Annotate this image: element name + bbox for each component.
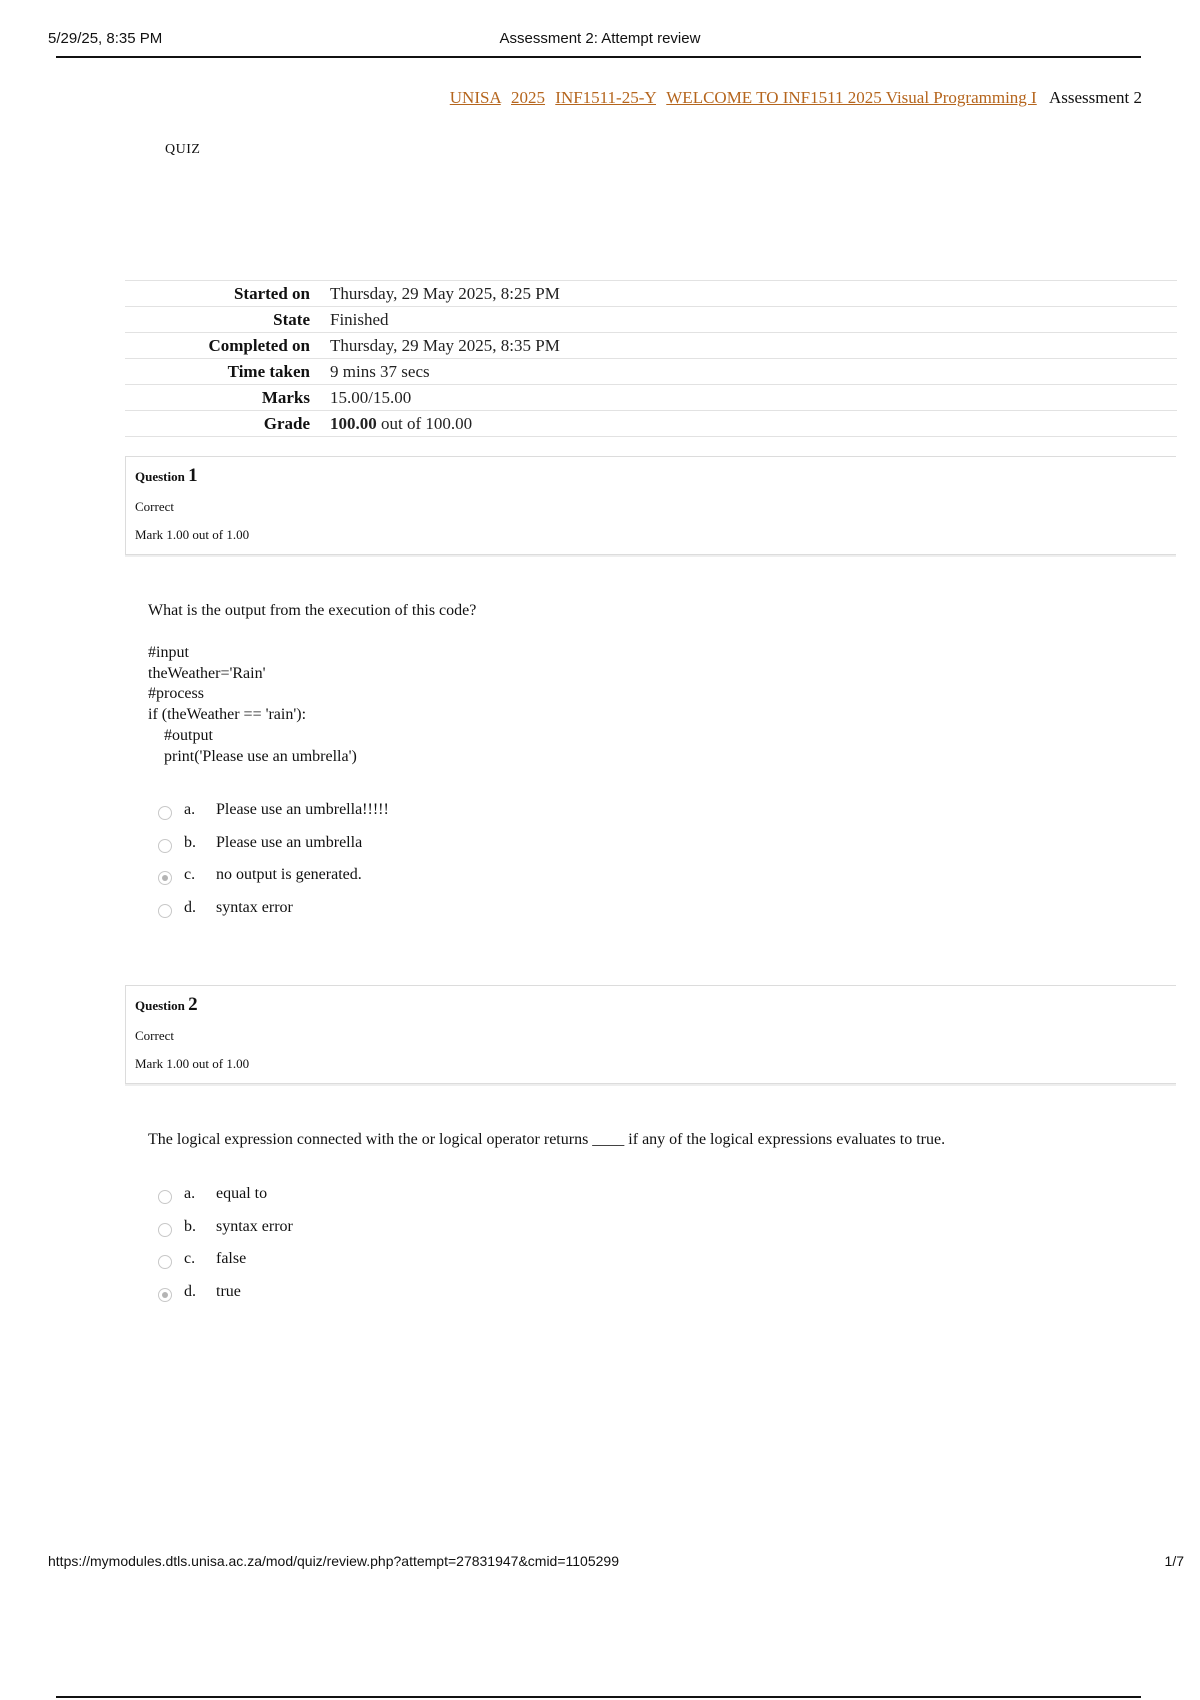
option-letter: a. [184,801,196,819]
answer-option-selected[interactable] [158,1276,293,1309]
radio-button[interactable] [158,806,172,820]
option-letter: c. [184,1250,196,1268]
summary-value: Thursday, 29 May 2025, 8:25 PM [330,281,1177,307]
option-letter: a. [184,1185,196,1203]
question-number-value: 1 [188,465,198,486]
summary-label: Started on [125,281,330,307]
radio-button-checked[interactable] [158,871,172,885]
answer-option[interactable] [158,1211,293,1244]
summary-value: 15.00/15.00 [330,385,1177,411]
radio-button[interactable] [158,904,172,918]
quiz-label: QUIZ [165,142,201,157]
option-text: equal to [216,1185,268,1203]
grade-out-of: out of 100.00 [376,413,473,433]
option-letter: d. [184,898,196,916]
question-info-2 [125,985,1176,1084]
answer-options-2 [158,1178,293,1308]
summary-row-time-taken [125,359,1177,385]
question-state: Correct [135,499,174,514]
breadcrumb-link-year[interactable]: 2025 [511,88,546,107]
summary-label: Marks [125,385,330,411]
answer-option[interactable] [158,892,389,925]
summary-row-started [125,281,1177,307]
breadcrumb-link-welcome[interactable]: WELCOME TO INF1511 2025 Visual Programming I [666,88,1037,107]
summary-row-state [125,307,1177,333]
summary-value: Finished [330,307,1177,333]
breadcrumb-link-module[interactable]: INF1511-25-Y [555,88,657,107]
question-code-1 [148,643,357,767]
option-text: Please use an umbrella [216,833,363,851]
code-line: #output [148,726,213,744]
page-bottom-divider [56,1696,1141,1698]
question-label: Question [135,469,185,484]
breadcrumb-current: Assessment 2 [1048,88,1142,107]
code-line: #input [148,644,189,661]
summary-value: 9 mins 37 secs [330,359,1177,385]
summary-row-completed [125,333,1177,359]
question-text-1: What is the output from the execution of this code? [148,602,477,619]
print-header-datetime: 5/29/25, 8:35 PM [48,30,163,47]
question-number-value: 2 [188,994,198,1015]
question-label: Question [135,998,185,1013]
code-line: theWeather='Rain' [148,664,266,682]
summary-row-grade [125,411,1177,437]
option-letter: b. [184,1217,196,1235]
summary-label: Completed on [125,333,330,359]
option-letter: b. [184,833,196,851]
code-line: #process [148,685,204,703]
print-footer-page-number: 1/7 [1164,1553,1184,1569]
code-line: if (theWeather == 'rain'): [148,706,307,724]
answer-option[interactable] [158,827,389,860]
question-text-2: The logical expression connected with the or logical operator returns ____ if any of the logical expressions evaluates to true. [148,1131,946,1148]
option-text: true [216,1282,241,1300]
attempt-summary-table [125,280,1177,437]
summary-row-marks [125,385,1177,411]
answer-option-selected[interactable] [158,859,389,892]
summary-value: Thursday, 29 May 2025, 8:35 PM [330,333,1177,359]
option-text: syntax error [216,1217,293,1235]
print-footer-url: https://mymodules.dtls.unisa.ac.za/mod/quiz/review.php?attempt=27831947&cmid=1105299 [48,1553,619,1569]
question-mark: Mark 1.00 out of 1.00 [135,1056,250,1071]
header-divider [56,56,1141,58]
radio-button[interactable] [158,839,172,853]
radio-button[interactable] [158,1255,172,1269]
option-text: no output is generated. [216,866,362,884]
option-text: false [216,1250,247,1268]
summary-label: State [125,307,330,333]
option-text: Please use an umbrella!!!!! [216,801,389,819]
breadcrumb-link-unisa[interactable]: UNISA [449,88,501,107]
option-letter: c. [184,866,196,884]
option-text: syntax error [216,898,293,916]
breadcrumb [444,88,1142,108]
answer-options-1 [158,794,389,924]
question-info-1 [125,456,1176,555]
radio-button[interactable] [158,1190,172,1204]
radio-button-checked[interactable] [158,1288,172,1302]
grade-value: 100.00 [330,413,377,433]
summary-label: Grade [125,411,330,437]
code-line: print('Please use an umbrella') [148,747,357,765]
print-header-title: Assessment 2: Attempt review [499,30,701,47]
radio-button[interactable] [158,1223,172,1237]
question-mark: Mark 1.00 out of 1.00 [135,527,250,542]
answer-option[interactable] [158,1243,293,1276]
question-state: Correct [135,1028,174,1043]
answer-option[interactable] [158,794,389,827]
question-number [135,994,198,1016]
answer-option[interactable] [158,1178,293,1211]
summary-label: Time taken [125,359,330,385]
summary-value [330,411,1177,437]
option-letter: d. [184,1282,196,1300]
question-number [135,465,198,487]
